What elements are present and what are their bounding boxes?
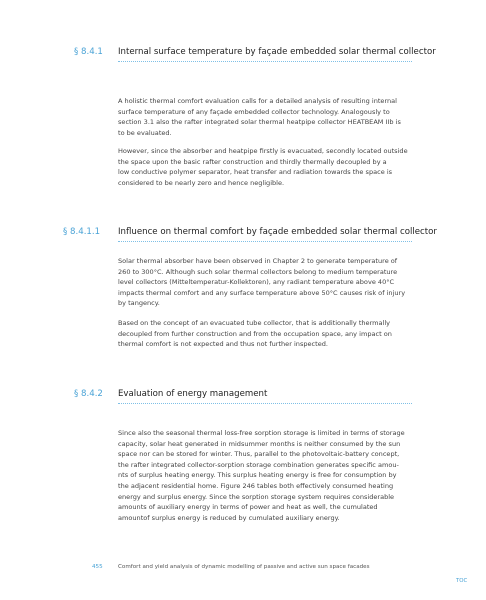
text-line: capacity, solar heat generated in midsummer months is neither consumed by the sun (118, 439, 401, 448)
text-line: considered to be nearly zero and hence negligible. (118, 178, 285, 187)
section-divider (118, 241, 412, 242)
section-title: Influence on thermal comfort by façade embedded solar thermal collector (118, 227, 437, 237)
section-number: § 8.4.1.1 (63, 227, 101, 237)
text-line: the rafter integrated collector-sorption storage combination generates specific amou- (118, 460, 399, 469)
text-line: by tangency. (118, 299, 160, 308)
toc-link[interactable]: TOC (456, 578, 468, 584)
text-line: surface temperature of any façade embedded collector technology. Analogously to (118, 107, 390, 116)
paragraph (118, 96, 418, 138)
text-line: Based on the concept of an evacuated tube collector, that is additionally thermally (118, 319, 391, 327)
text-line: However, since the absorber and heatpipe firstly is evacuated, secondly located outside (118, 147, 408, 155)
paragraph (118, 146, 418, 188)
text-line: impacts thermal comfort and any surface temperature above 50°C causes risk of injury (118, 288, 406, 297)
text-line: thermal comfort is not expected and thus not further inspected. (118, 340, 328, 349)
text-line: section 3.1 also the rafter integrated solar thermal heatpipe collector HEATBEAM IIb is (118, 118, 401, 127)
section-divider (118, 403, 412, 404)
paragraph (118, 256, 418, 309)
section-title: Evaluation of energy management (118, 389, 268, 399)
text-line: Since also the seasonal thermal loss-free sorption storage is limited in terms of storage (118, 429, 405, 437)
text-line: space nor can be stored for winter. Thus, parallel to the photovoltaic-battery concept, (118, 450, 400, 459)
text-line: energy and surplus energy. Since the sorption storage system requires considerable (118, 492, 395, 501)
text-line: decoupled from further construction and from the occupation space, any impact on (118, 329, 392, 338)
section-title: Internal surface temperature by façade embedded solar thermal collector (118, 47, 436, 57)
text-line: to be evaluated. (118, 128, 172, 137)
text-line: nts of surplus heating energy. This surplus heating energy is free for consumption by (118, 471, 397, 480)
text-line: the adjacent residential home. Figure 246 tables both effectively consumed heating (118, 481, 394, 490)
section-divider (118, 61, 412, 62)
text-line: level collectors (Mitteltemperatur-Kollektoren), any radiant temperature above 40°C (118, 278, 395, 287)
section-number: § 8.4.2 (74, 389, 103, 399)
text-line: 260 to 300°C. Although such solar thermal collectors belong to medium temperature (118, 267, 398, 276)
section-number: § 8.4.1 (74, 47, 103, 57)
text-line: A holistic thermal comfort evaluation calls for a detailed analysis of resulting internal (118, 97, 397, 105)
paragraph (118, 428, 418, 523)
paragraph (118, 318, 418, 350)
text-line: low conductive polymer separator, heat transfer and radiation towards the space is (118, 168, 393, 177)
text-line: the space upon the basic rafter construction and thirdly thermally decoupled by a (118, 157, 387, 166)
text-line: amountof surplus energy is reduced by cumulated auxiliary energy. (118, 513, 340, 522)
text-line: Solar thermal absorber have been observed in Chapter 2 to generate temperature of (118, 257, 398, 265)
running-title: Comfort and yield analysis of dynamic modelling of passive and active sun space facades (118, 564, 370, 570)
text-line: amounts of auxiliary energy in terms of power and heat as well, the cumulated (118, 503, 378, 512)
page-number: 455 (92, 564, 103, 570)
